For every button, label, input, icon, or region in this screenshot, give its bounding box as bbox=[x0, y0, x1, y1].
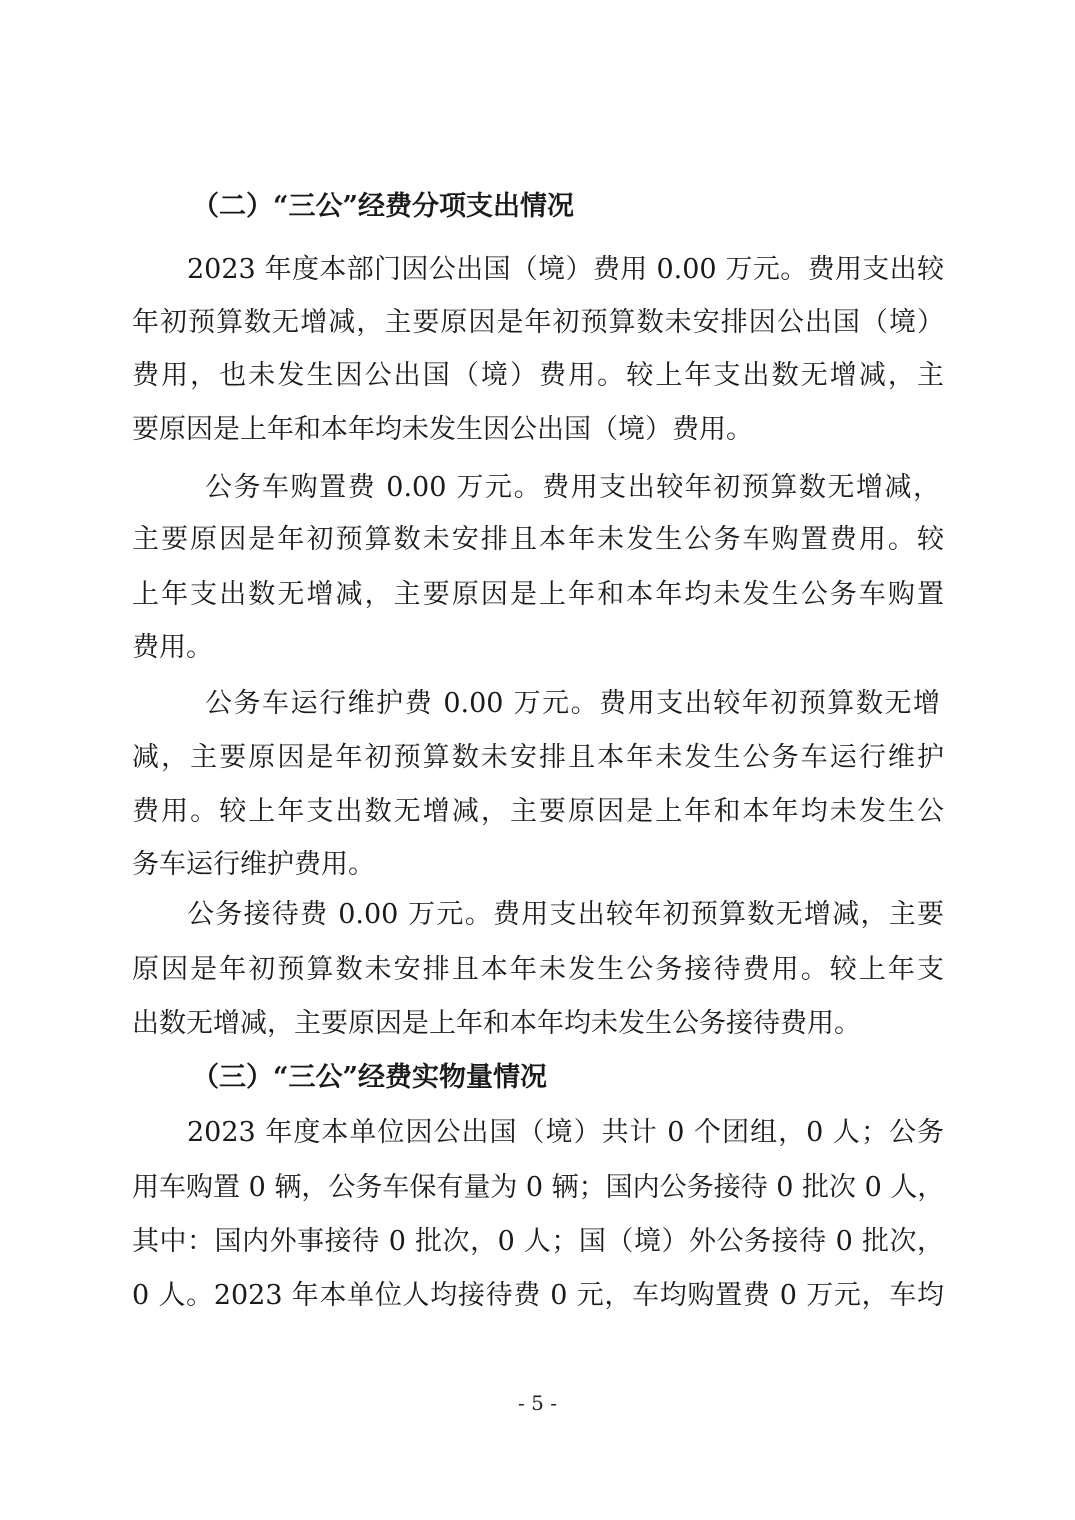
paragraph-line: 公务车购置费 0.00 万元。费用支出较年初预算数无增减， bbox=[205, 472, 940, 503]
section-heading-2: （二）“三公”经费分项支出情况 bbox=[192, 191, 575, 222]
paragraph-line: 年初预算数无增减，主要原因是年初预算数未安排因公出国（境） bbox=[132, 307, 944, 338]
paragraph-line: 费用。 bbox=[132, 632, 213, 663]
paragraph-line: 要原因是上年和本年均未发生因公出国（境）费用。 bbox=[132, 414, 753, 445]
paragraph-line: 减，主要原因是年初预算数未安排且本年未发生公务车运行维护 bbox=[132, 742, 944, 773]
paragraph-line: 2023 年度本部门因公出国（境）费用 0.00 万元。费用支出较 bbox=[187, 254, 944, 285]
paragraph-line: 主要原因是年初预算数未安排且本年未发生公务车购置费用。较 bbox=[132, 524, 944, 555]
paragraph-line: 公务车运行维护费 0.00 万元。费用支出较年初预算数无增 bbox=[205, 688, 940, 719]
paragraph-line: 费用，也未发生因公出国（境）费用。较上年支出数无增减，主 bbox=[132, 360, 944, 391]
paragraph-line: 2023 年度本单位因公出国（境）共计 0 个团组，0 人；公务 bbox=[187, 1117, 944, 1148]
paragraph-line: 用车购置 0 辆，公务车保有量为 0 辆；国内公务接待 0 批次 0 人， bbox=[132, 1172, 944, 1203]
paragraph-line: 出数无增减，主要原因是上年和本年均未发生公务接待费用。 bbox=[132, 1008, 861, 1039]
paragraph-line: 务车运行维护费用。 bbox=[132, 849, 375, 880]
paragraph-line: 费用。较上年支出数无增减，主要原因是上年和本年均未发生公 bbox=[132, 796, 944, 827]
page-number: - 5 - bbox=[518, 1391, 557, 1415]
paragraph-line: 其中：国内外事接待 0 批次，0 人；国（境）外公务接待 0 批次， bbox=[132, 1226, 944, 1257]
section-heading-3: （三）“三公”经费实物量情况 bbox=[192, 1062, 548, 1093]
paragraph-line: 公务接待费 0.00 万元。费用支出较年初预算数无增减，主要 bbox=[187, 899, 944, 930]
paragraph-line: 上年支出数无增减，主要原因是上年和本年均未发生公务车购置 bbox=[132, 579, 944, 610]
paragraph-line: 0 人。2023 年本单位人均接待费 0 元，车均购置费 0 万元，车均 bbox=[132, 1280, 944, 1311]
paragraph-line: 原因是年初预算数未安排且本年未发生公务接待费用。较上年支 bbox=[132, 954, 944, 985]
